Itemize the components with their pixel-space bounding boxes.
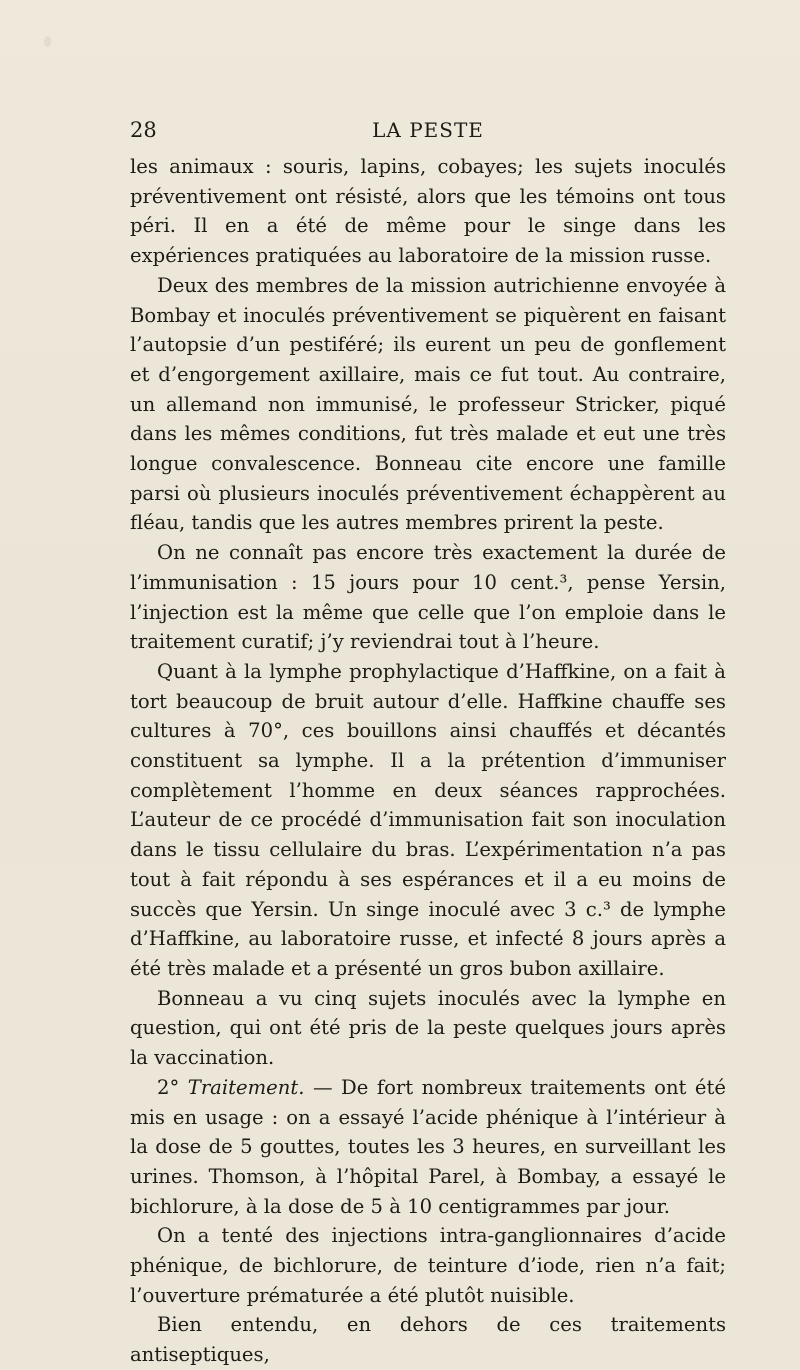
paragraph-8: Bien entendu, en dehors de ces traitements antiseptiques, xyxy=(130,1313,726,1367)
paper-stain xyxy=(44,36,51,47)
paragraph-6-text: — De fort nombreux traitements ont été mis en usage : on a essayé l’acide phénique à l’intérieur à la dose de 5 gouttes, toutes les 3 heures, en surveillant les urines. Thomson, à l’hôpital Parel, à Bombay, a essayé le bichlorure, à la dose de 5 à 10 centigrammes par jour. xyxy=(130,1075,726,1218)
paragraph-6 xyxy=(130,1073,726,1222)
running-title: LA PESTE xyxy=(372,118,484,142)
paragraph-4: Quant à la lymphe prophylactique d’Haffkine, on a fait à tort beaucoup de bruit autour d’elle. Haffkine chauffe ses cultures à 70°, ces bouillons ainsi chauffés et décantés constituent sa lymphe. Il a la prétention d’immuniser complètement l’homme en deux séances rapprochées. L’auteur de ce procédé d’immunisation fait son inoculation dans le tissu cellulaire du bras. L’expérimentation n’a pas tout à fait répondu à ses espérances et il a eu moins de succès que Yersin. Un singe inoculé avec 3 c.³ de lymphe d’Haffkine, au laboratoire russe, et infecté 8 jours après a été très malade et a présenté un gros bubon axillaire. xyxy=(130,659,726,980)
paragraph-2: Deux des membres de la mission autrichienne envoyée à Bombay et inoculés préventivement se piquèrent en faisant l’autopsie d’un pestiféré; ils eurent un peu de gonflement et d’engorgement axillaire, mais ce fut tout. Au contraire, un allemand non immunisé, le professeur Stricker, piqué dans les mêmes conditions, fut très malade et eut une très longue convalescence. Bonneau cite encore une famille parsi où plusieurs inoculés préventivement échappèrent au fléau, tandis que les autres membres prirent la peste. xyxy=(130,273,726,535)
section-title: Traitement. xyxy=(187,1075,305,1099)
paragraph-5: Bonneau a vu cinq sujets inoculés avec la lymphe en question, qui ont été pris de la peste quelques jours après la vaccination. xyxy=(130,986,726,1070)
body-text xyxy=(130,152,726,1370)
paragraph-7: On a tenté des injections intra-ganglionnaires d’acide phénique, de bichlorure, de teinture d’iode, rien n’a fait; l’ouverture prématurée a été plutôt nuisible. xyxy=(130,1224,726,1307)
paragraph-3: On ne connaît pas encore très exactement la durée de l’immunisation : 15 jours pour 10 cent.³, pense Yersin, l’injection est la même que celle que l’on emploie dans le traitement curatif; j’y reviendrai tout à l’heure. xyxy=(130,541,726,654)
section-number: 2° xyxy=(157,1075,188,1099)
page-number: 28 xyxy=(130,118,157,142)
page-header xyxy=(130,118,726,144)
paragraph-1: les animaux : souris, lapins, cobayes; les sujets inoculés préventivement ont résisté, alors que les témoins ont tous péri. Il en a été de même pour le singe dans les expériences pratiquées au laboratoire de la mission russe. xyxy=(130,155,726,268)
